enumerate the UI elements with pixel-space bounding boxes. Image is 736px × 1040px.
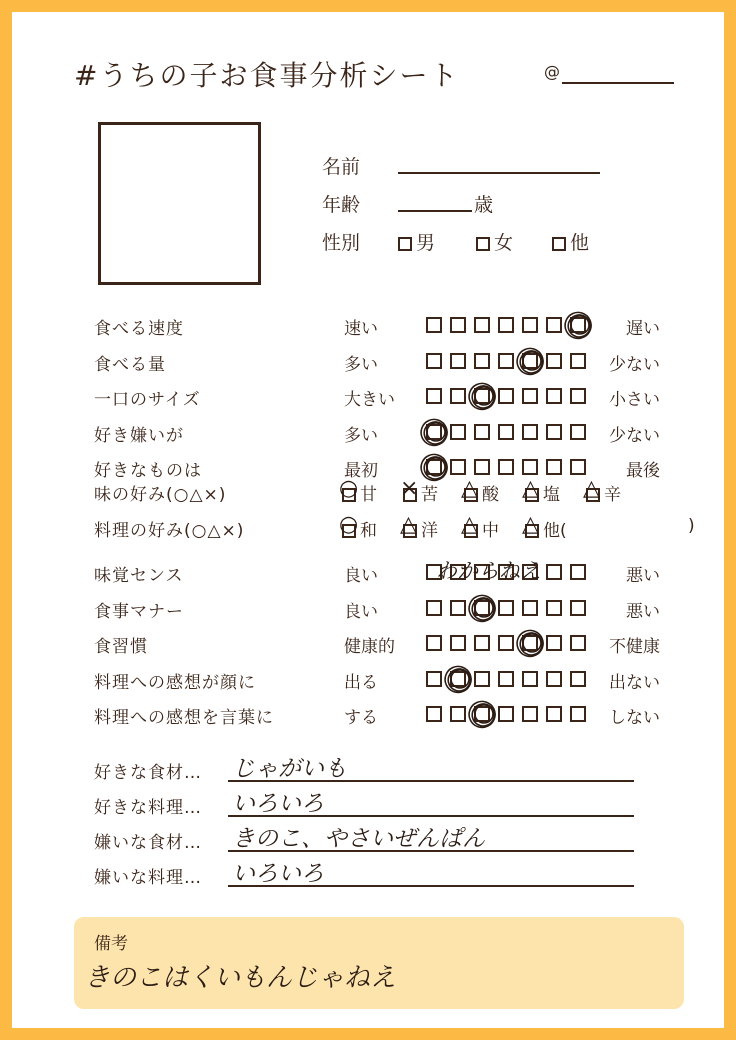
scale-right-label: 小さい (609, 390, 660, 410)
option-text: 酸 (482, 485, 499, 505)
scale-checkbox[interactable] (546, 635, 562, 651)
scale-checkbox[interactable] (426, 635, 442, 651)
scale-checkbox[interactable] (498, 388, 514, 404)
scribble-mark (446, 666, 472, 692)
handwritten-mark: △ (400, 512, 417, 537)
scale-checkbox[interactable] (522, 671, 538, 687)
scribble-mark (470, 383, 496, 409)
notes-box[interactable] (74, 917, 684, 1009)
scale-checkbox[interactable] (546, 317, 562, 333)
checkbox[interactable] (476, 237, 490, 251)
scale-checkbox[interactable] (474, 459, 490, 475)
scale-checkbox[interactable] (570, 353, 586, 369)
gender-option-male[interactable]: 男 (398, 228, 435, 255)
scale-left-label: する (344, 708, 378, 728)
scale-checkboxes (426, 635, 594, 655)
scale-left-label: 健康的 (344, 637, 395, 657)
scale-checkbox[interactable] (450, 459, 466, 475)
taste-options (339, 476, 647, 505)
scale-checkbox[interactable] (522, 388, 538, 404)
favorite-label: 好きな料理… (94, 798, 202, 818)
cuisine-option[interactable] (400, 512, 438, 541)
scale-checkbox[interactable] (522, 424, 538, 440)
handwritten-mark: △ (522, 512, 539, 537)
scale-checkbox[interactable] (450, 706, 466, 722)
scale-row (12, 668, 724, 703)
scale-checkbox[interactable] (450, 353, 466, 369)
scale-left-label: 良い (344, 601, 378, 622)
scale-row (12, 421, 724, 456)
scale-left-label: 出る (344, 672, 378, 693)
favorite-label: 嫌いな食材… (94, 833, 202, 853)
scale-row (12, 632, 724, 667)
scale-checkbox[interactable] (570, 459, 586, 475)
gender-option-other[interactable]: 他 (552, 228, 589, 255)
name-label: 名前 (322, 156, 361, 178)
cuisine-option[interactable] (522, 512, 567, 541)
scale-left-label: 多い (344, 354, 378, 375)
option-text: 洋 (421, 521, 438, 541)
name-input-line[interactable] (398, 172, 600, 174)
taste-row (12, 476, 724, 515)
scale-checkbox[interactable] (426, 600, 442, 616)
scale-checkbox[interactable] (498, 353, 514, 369)
favorite-handwritten-answer: いろいろ (232, 861, 324, 887)
handwritten-mark: △ (583, 476, 600, 501)
scale-checkbox[interactable] (426, 317, 442, 333)
scale-checkboxes (426, 459, 594, 479)
scale-row (12, 597, 724, 632)
scribble-mark (422, 454, 448, 480)
handle-input-line[interactable] (562, 82, 674, 84)
cuisine-option[interactable] (461, 512, 499, 541)
taste-option[interactable] (522, 476, 560, 505)
scale-checkbox[interactable] (546, 459, 562, 475)
scale-left-label: 良い (344, 566, 378, 586)
scale-checkbox[interactable] (546, 564, 562, 580)
scale-checkbox[interactable] (522, 459, 538, 475)
scale-row (12, 385, 724, 420)
taste-option[interactable] (339, 476, 377, 505)
scale-checkbox[interactable] (498, 635, 514, 651)
scale-checkbox[interactable] (546, 671, 562, 687)
cuisine-row (12, 512, 724, 551)
scale-label: 食事マナー (94, 601, 184, 622)
scale-checkbox[interactable] (450, 635, 466, 651)
scale-checkbox[interactable] (570, 671, 586, 687)
scale-checkbox[interactable] (498, 459, 514, 475)
scale-right-label: 出ない (609, 672, 660, 693)
scale-checkbox[interactable] (426, 388, 442, 404)
scale-right-label: 悪い (626, 601, 660, 622)
scale-label: 食べる量 (94, 354, 166, 375)
checkbox[interactable] (398, 237, 412, 251)
scale-checkbox[interactable] (450, 317, 466, 333)
handwritten-answer: わからねえ (436, 559, 541, 583)
scale-checkbox[interactable] (474, 635, 490, 651)
scale-checkbox[interactable] (522, 706, 538, 722)
scale-checkbox[interactable] (570, 600, 586, 616)
scale-label: 好き嫌いが (94, 425, 184, 446)
scale-checkbox[interactable] (570, 424, 586, 440)
age-label: 年齢 (322, 194, 361, 216)
scale-left-label: 多い (344, 425, 378, 446)
scale-checkbox[interactable] (426, 353, 442, 369)
scale-checkbox[interactable] (570, 635, 586, 651)
option-text: 塩 (543, 485, 560, 505)
scale-right-label: 遅い (626, 319, 660, 339)
scale-checkboxes (426, 388, 594, 408)
scale-row (12, 314, 724, 349)
scale-checkbox[interactable] (498, 706, 514, 722)
scale-row (12, 561, 724, 596)
scale-checkbox[interactable] (498, 600, 514, 616)
scale-label: 味覚センス (94, 566, 184, 586)
scale-checkbox[interactable] (474, 424, 490, 440)
scale-right-label: しない (609, 708, 660, 728)
option-text: 中 (482, 521, 499, 541)
handwritten-mark: △ (461, 512, 478, 537)
scale-label: 好きなものは (94, 461, 202, 481)
handwritten-mark: ○ (339, 512, 359, 537)
option-text: 和 (360, 521, 377, 541)
taste-label: 味の好み(○△×) (94, 485, 227, 505)
scale-checkbox[interactable] (498, 317, 514, 333)
form-sheet (12, 12, 724, 1028)
scale-checkbox[interactable] (546, 706, 562, 722)
taste-option[interactable] (400, 476, 438, 505)
scale-left-label: 速い (344, 319, 378, 339)
scale-checkbox[interactable] (450, 600, 466, 616)
scale-checkbox[interactable] (426, 671, 442, 687)
scale-right-label: 少ない (609, 354, 660, 375)
scribble-mark (518, 348, 544, 374)
handle-prefix: @ (544, 62, 560, 81)
scale-checkboxes (426, 706, 594, 726)
scale-checkbox[interactable] (570, 564, 586, 580)
taste-option[interactable] (461, 476, 499, 505)
scale-right-label: 最後 (626, 461, 660, 481)
scribble-mark (518, 630, 544, 656)
scale-checkbox[interactable] (546, 424, 562, 440)
scale-checkbox[interactable] (426, 706, 442, 722)
option-text: 他( (543, 521, 567, 541)
age-input-line[interactable] (398, 210, 472, 212)
scale-label: 料理への感想が顔に (94, 672, 256, 693)
checkbox[interactable] (552, 237, 566, 251)
option-text: 甘 (360, 485, 377, 505)
handwritten-mark: △ (522, 476, 539, 501)
handwritten-mark: × (400, 476, 419, 501)
favorite-label: 好きな食材… (94, 763, 202, 783)
scale-label: 食べる速度 (94, 319, 184, 339)
scale-checkbox[interactable] (474, 353, 490, 369)
scale-right-label: 悪い (626, 566, 660, 586)
scribble-mark (566, 312, 592, 338)
scale-checkbox[interactable] (450, 388, 466, 404)
scale-checkbox[interactable] (450, 424, 466, 440)
handwritten-mark: ○ (339, 476, 359, 501)
scale-label: 一口のサイズ (94, 390, 201, 410)
gender-option-female[interactable]: 女 (476, 228, 513, 255)
favorite-handwritten-answer: じゃがいも (232, 756, 347, 782)
notes-title: 備考 (94, 934, 128, 954)
age-suffix: 歳 (474, 194, 494, 216)
scale-checkboxes (426, 424, 594, 444)
favorite-handwritten-answer: いろいろ (232, 791, 324, 817)
scribble-mark (470, 595, 496, 621)
cuisine-label: 料理の好み(○△×) (94, 521, 245, 541)
notes-handwritten-text: きのこはくいもんじゃねえ (84, 963, 397, 993)
taste-option[interactable] (583, 476, 621, 505)
scale-checkbox[interactable] (498, 424, 514, 440)
scale-checkbox[interactable] (522, 317, 538, 333)
cuisine-option[interactable] (339, 512, 377, 541)
scale-label: 料理への感想を言葉に (94, 708, 274, 728)
favorite-label: 嫌いな料理… (94, 868, 202, 888)
option-text: 辛 (604, 485, 621, 505)
option-text: 苦 (421, 485, 438, 505)
scale-checkboxes (426, 353, 594, 373)
scale-checkbox[interactable] (498, 671, 514, 687)
scale-checkbox[interactable] (474, 317, 490, 333)
scale-right-label: 少ない (609, 425, 660, 446)
scribble-mark (470, 701, 496, 727)
scale-left-label: 最初 (344, 461, 378, 481)
scale-checkboxes (426, 600, 594, 620)
scale-row (12, 703, 724, 738)
scale-left-label: 大きい (344, 390, 395, 410)
favorite-handwritten-answer: きのこ、やさいぜんぱん (232, 826, 485, 852)
photo-box[interactable] (98, 122, 261, 285)
scale-checkbox[interactable] (522, 600, 538, 616)
scale-checkbox[interactable] (570, 388, 586, 404)
scribble-mark (422, 419, 448, 445)
scale-checkbox[interactable] (546, 388, 562, 404)
scale-label: 食習慣 (94, 637, 148, 657)
scale-checkbox[interactable] (546, 353, 562, 369)
sheet-title: #うちの子お食事分析シート (74, 59, 460, 92)
scale-checkbox[interactable] (570, 706, 586, 722)
gender-label: 性別 (322, 232, 361, 254)
cuisine-close-paren: ) (688, 516, 695, 536)
scale-row (12, 350, 724, 385)
scale-checkbox[interactable] (474, 671, 490, 687)
cuisine-options (339, 512, 593, 541)
scale-checkbox[interactable] (546, 600, 562, 616)
scale-right-label: 不健康 (609, 637, 660, 657)
handwritten-mark: △ (461, 476, 478, 501)
